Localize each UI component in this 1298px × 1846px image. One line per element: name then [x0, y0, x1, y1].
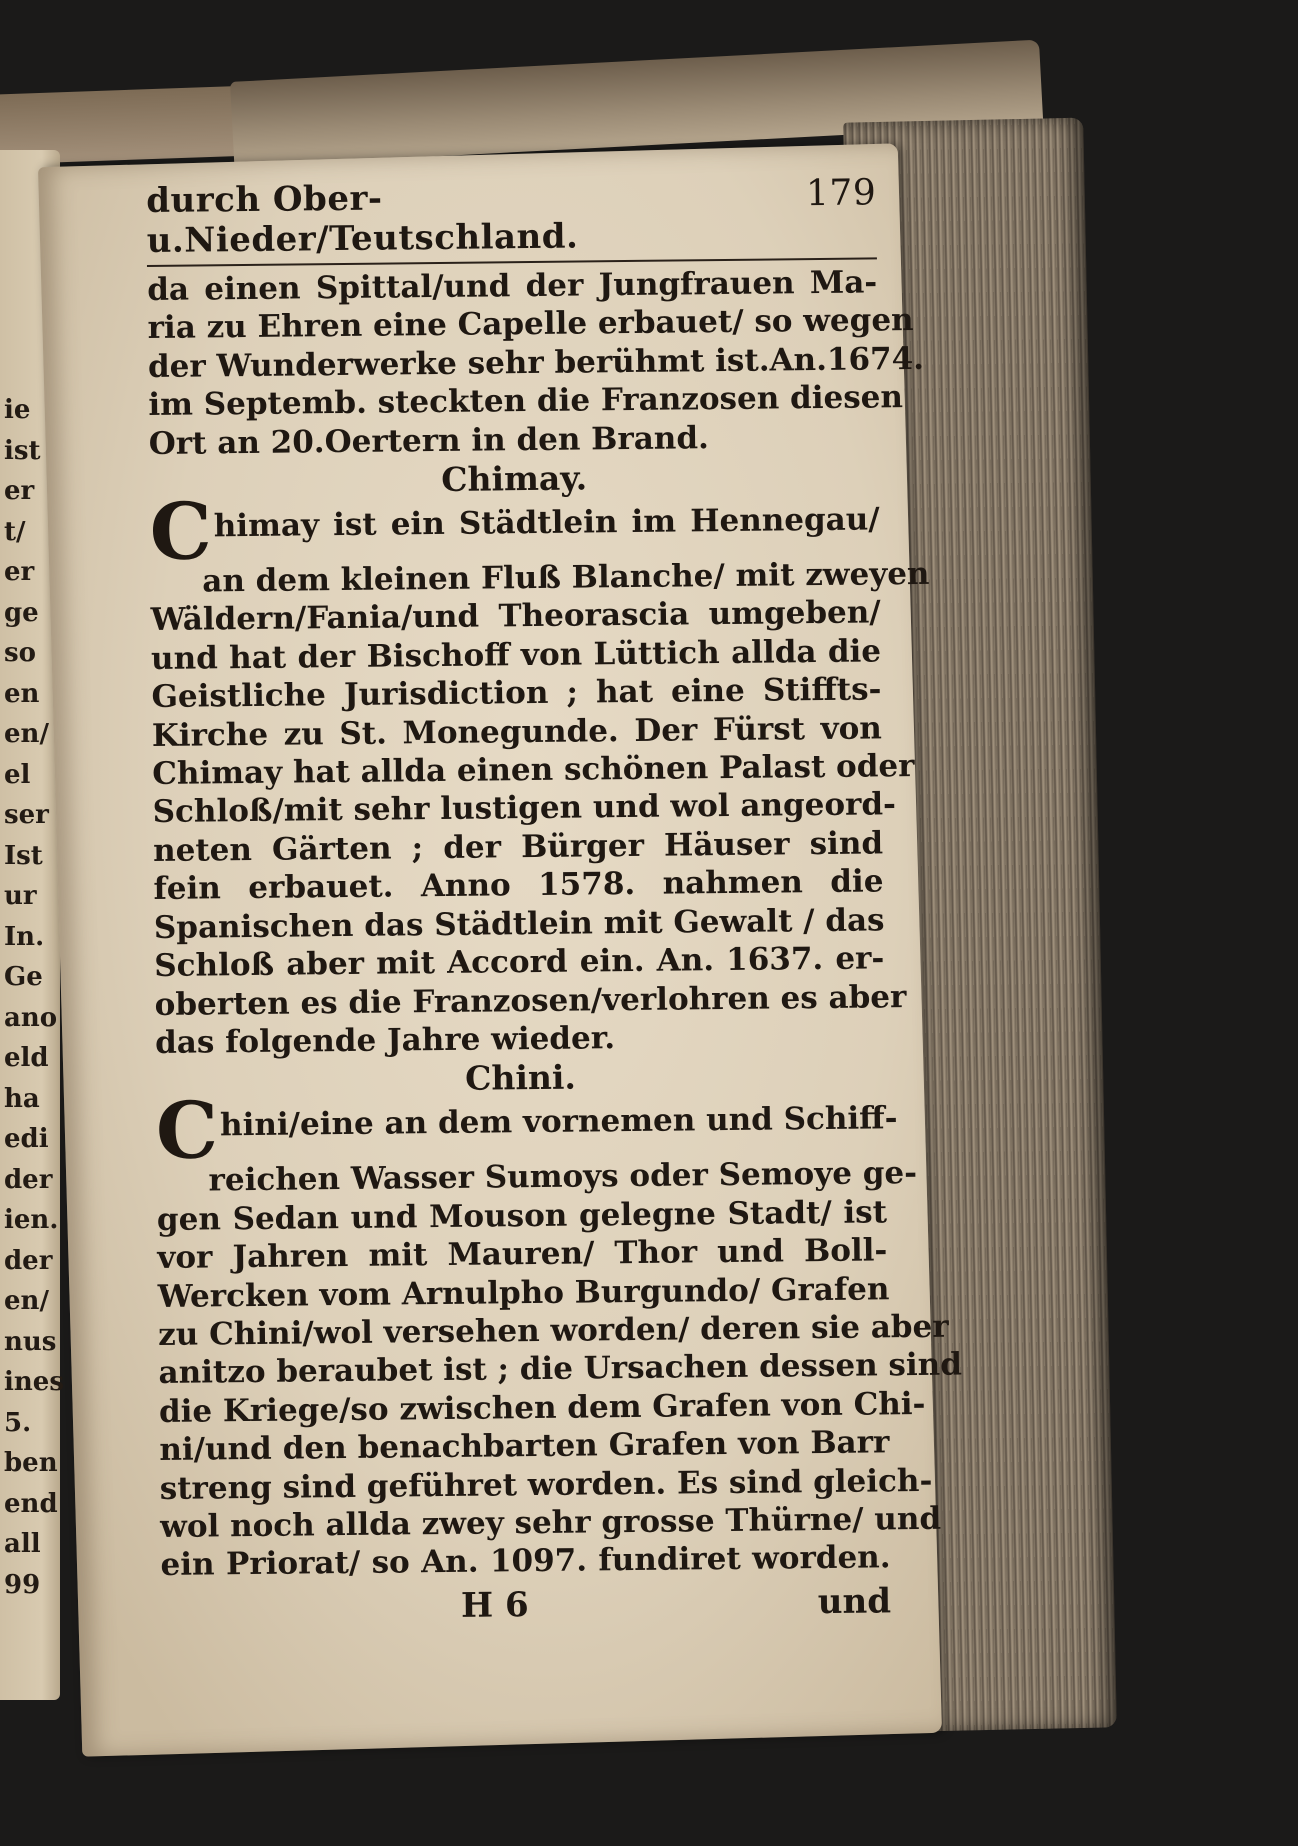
text-line: zu Chini/wol versehen worden/ deren sie aber	[157, 1308, 949, 1353]
left-fragment: all	[4, 1529, 41, 1559]
left-fragment: ien.	[4, 1205, 59, 1235]
left-fragment: 5.	[4, 1407, 32, 1438]
text-line: neten Gärten ; der Bürger Häuser sind	[152, 825, 884, 869]
text-line: da einen Spittal/und der Jungfrauen Ma-	[147, 264, 878, 309]
running-head	[146, 172, 877, 267]
left-fragment: er	[4, 476, 35, 506]
page-number: 179	[805, 172, 877, 215]
text-line: hini/eine an dem vornemen und Schiff-	[219, 1100, 898, 1144]
left-fragment: ie	[4, 395, 31, 425]
left-fragment: der	[4, 1164, 53, 1195]
section-body	[155, 1085, 963, 1585]
left-fragment: t/	[4, 516, 26, 547]
catchword: und	[817, 1581, 892, 1622]
left-fragment: 99	[4, 1569, 41, 1600]
left-page-text-fragments	[4, 390, 64, 1605]
left-fragment: ha	[4, 1083, 40, 1114]
text-line: Wäldern/Fania/und Theorascia umgeben/	[150, 594, 881, 639]
text-line: Chimay hat allda einen schönen Palast oder	[152, 748, 915, 793]
left-fragment: Ist	[4, 840, 43, 871]
text-line: das folgende Jahre wieder.	[154, 1020, 616, 1061]
left-fragment: so	[4, 638, 36, 668]
left-fragment: en/	[4, 1286, 49, 1316]
text-line: himay ist ein Städtlein im Hennegau/	[213, 501, 880, 545]
page-footer	[161, 1581, 891, 1629]
left-fragment: In.	[4, 921, 45, 952]
text-line: streng sind geführet worden. Es sind gleich-	[159, 1462, 933, 1507]
page-text-block	[146, 172, 963, 1628]
section-heading: Chimay.	[441, 458, 588, 499]
left-fragment: der	[4, 1245, 53, 1276]
text-line: Spanischen das Städtlein mit Gewalt / das	[153, 902, 885, 946]
text-line: reichen Wasser Sumoys oder Semoye ge-	[208, 1155, 918, 1199]
text-line: im Septemb. steckten die Franzosen diesen	[148, 379, 904, 424]
left-fragment: ines	[4, 1367, 64, 1397]
left-fragment: edi	[4, 1124, 49, 1154]
left-fragment: en/	[4, 719, 49, 749]
text-line: Schloß/mit sehr lustigen und wol angeord-	[152, 786, 897, 831]
text-line: Ort an 20.Oertern in den Brand.	[148, 419, 710, 462]
drop-cap: C	[155, 1085, 219, 1178]
text-line: die Kriege/so zwischen dem Grafen von Chi-	[158, 1385, 926, 1430]
text-line: Kirche zu St. Monegunde. Der Fürst von	[151, 710, 883, 754]
text-line: Geistliche Jurisdiction ; hat eine Stiffts-	[151, 671, 882, 716]
left-fragment: Ge	[4, 962, 43, 992]
text-line: wol noch allda zwey sehr grosse Thürne/ und	[159, 1500, 942, 1545]
text-line: Schloß aber mit Accord ein. An. 1637. er-	[154, 940, 885, 985]
text-line: Wercken vom Arnulpho Burgundo/ Grafen	[157, 1270, 890, 1315]
drop-cap: C	[149, 486, 213, 579]
first-line	[149, 486, 880, 579]
running-head-title: durch Ober-u.Nieder/Teutschland.	[146, 178, 579, 262]
left-fragment: er	[4, 557, 35, 587]
text-line: gen Sedan und Mouson gelegne Stadt/ ist	[156, 1194, 888, 1238]
text-line: oberten es die Franzosen/verlohren es aber	[154, 978, 907, 1023]
left-fragment: ser	[4, 800, 49, 830]
section-chini	[155, 1055, 963, 1585]
right-page	[38, 143, 963, 1756]
text-line: ni/und den benachbarten Grafen von Barr	[159, 1424, 890, 1469]
text-line: der Wunderwerke sehr berühmt ist.An.1674.	[147, 340, 925, 385]
left-fragment: nus	[4, 1326, 57, 1357]
left-fragment: el	[4, 759, 31, 790]
left-fragment: ur	[4, 881, 37, 911]
left-fragment: end	[4, 1488, 58, 1519]
left-fragment: ano	[4, 1002, 58, 1033]
text-line: ein Priorat/ so An. 1097. fundiret worden.	[160, 1539, 891, 1584]
left-fragment: ben	[4, 1448, 58, 1478]
intro-paragraph	[147, 263, 925, 463]
text-line: vor Jahren mit Mauren/ Thor und Boll-	[157, 1232, 888, 1277]
text-line: ria zu Ehren eine Capelle erbauet/ so wegen	[147, 302, 914, 347]
left-fragment: ist	[4, 435, 41, 466]
text-line: anitzo beraubet ist ; die Ursachen dessen sind	[158, 1346, 963, 1392]
section-body	[149, 486, 930, 1062]
signature-mark: H 6	[460, 1584, 529, 1626]
text-line: fein erbauet. Anno 1578. nahmen die	[153, 863, 884, 908]
text-line: und hat der Bischoff von Lüttich allda die	[150, 633, 882, 677]
text-line: an dem kleinen Fluß Blanche/ mit zweyen	[202, 555, 930, 600]
left-fragment: eld	[4, 1043, 49, 1073]
section-heading: Chini.	[464, 1057, 577, 1099]
left-fragment: en	[4, 678, 40, 709]
left-fragment: ge	[4, 597, 39, 628]
section-chimay	[149, 455, 930, 1062]
